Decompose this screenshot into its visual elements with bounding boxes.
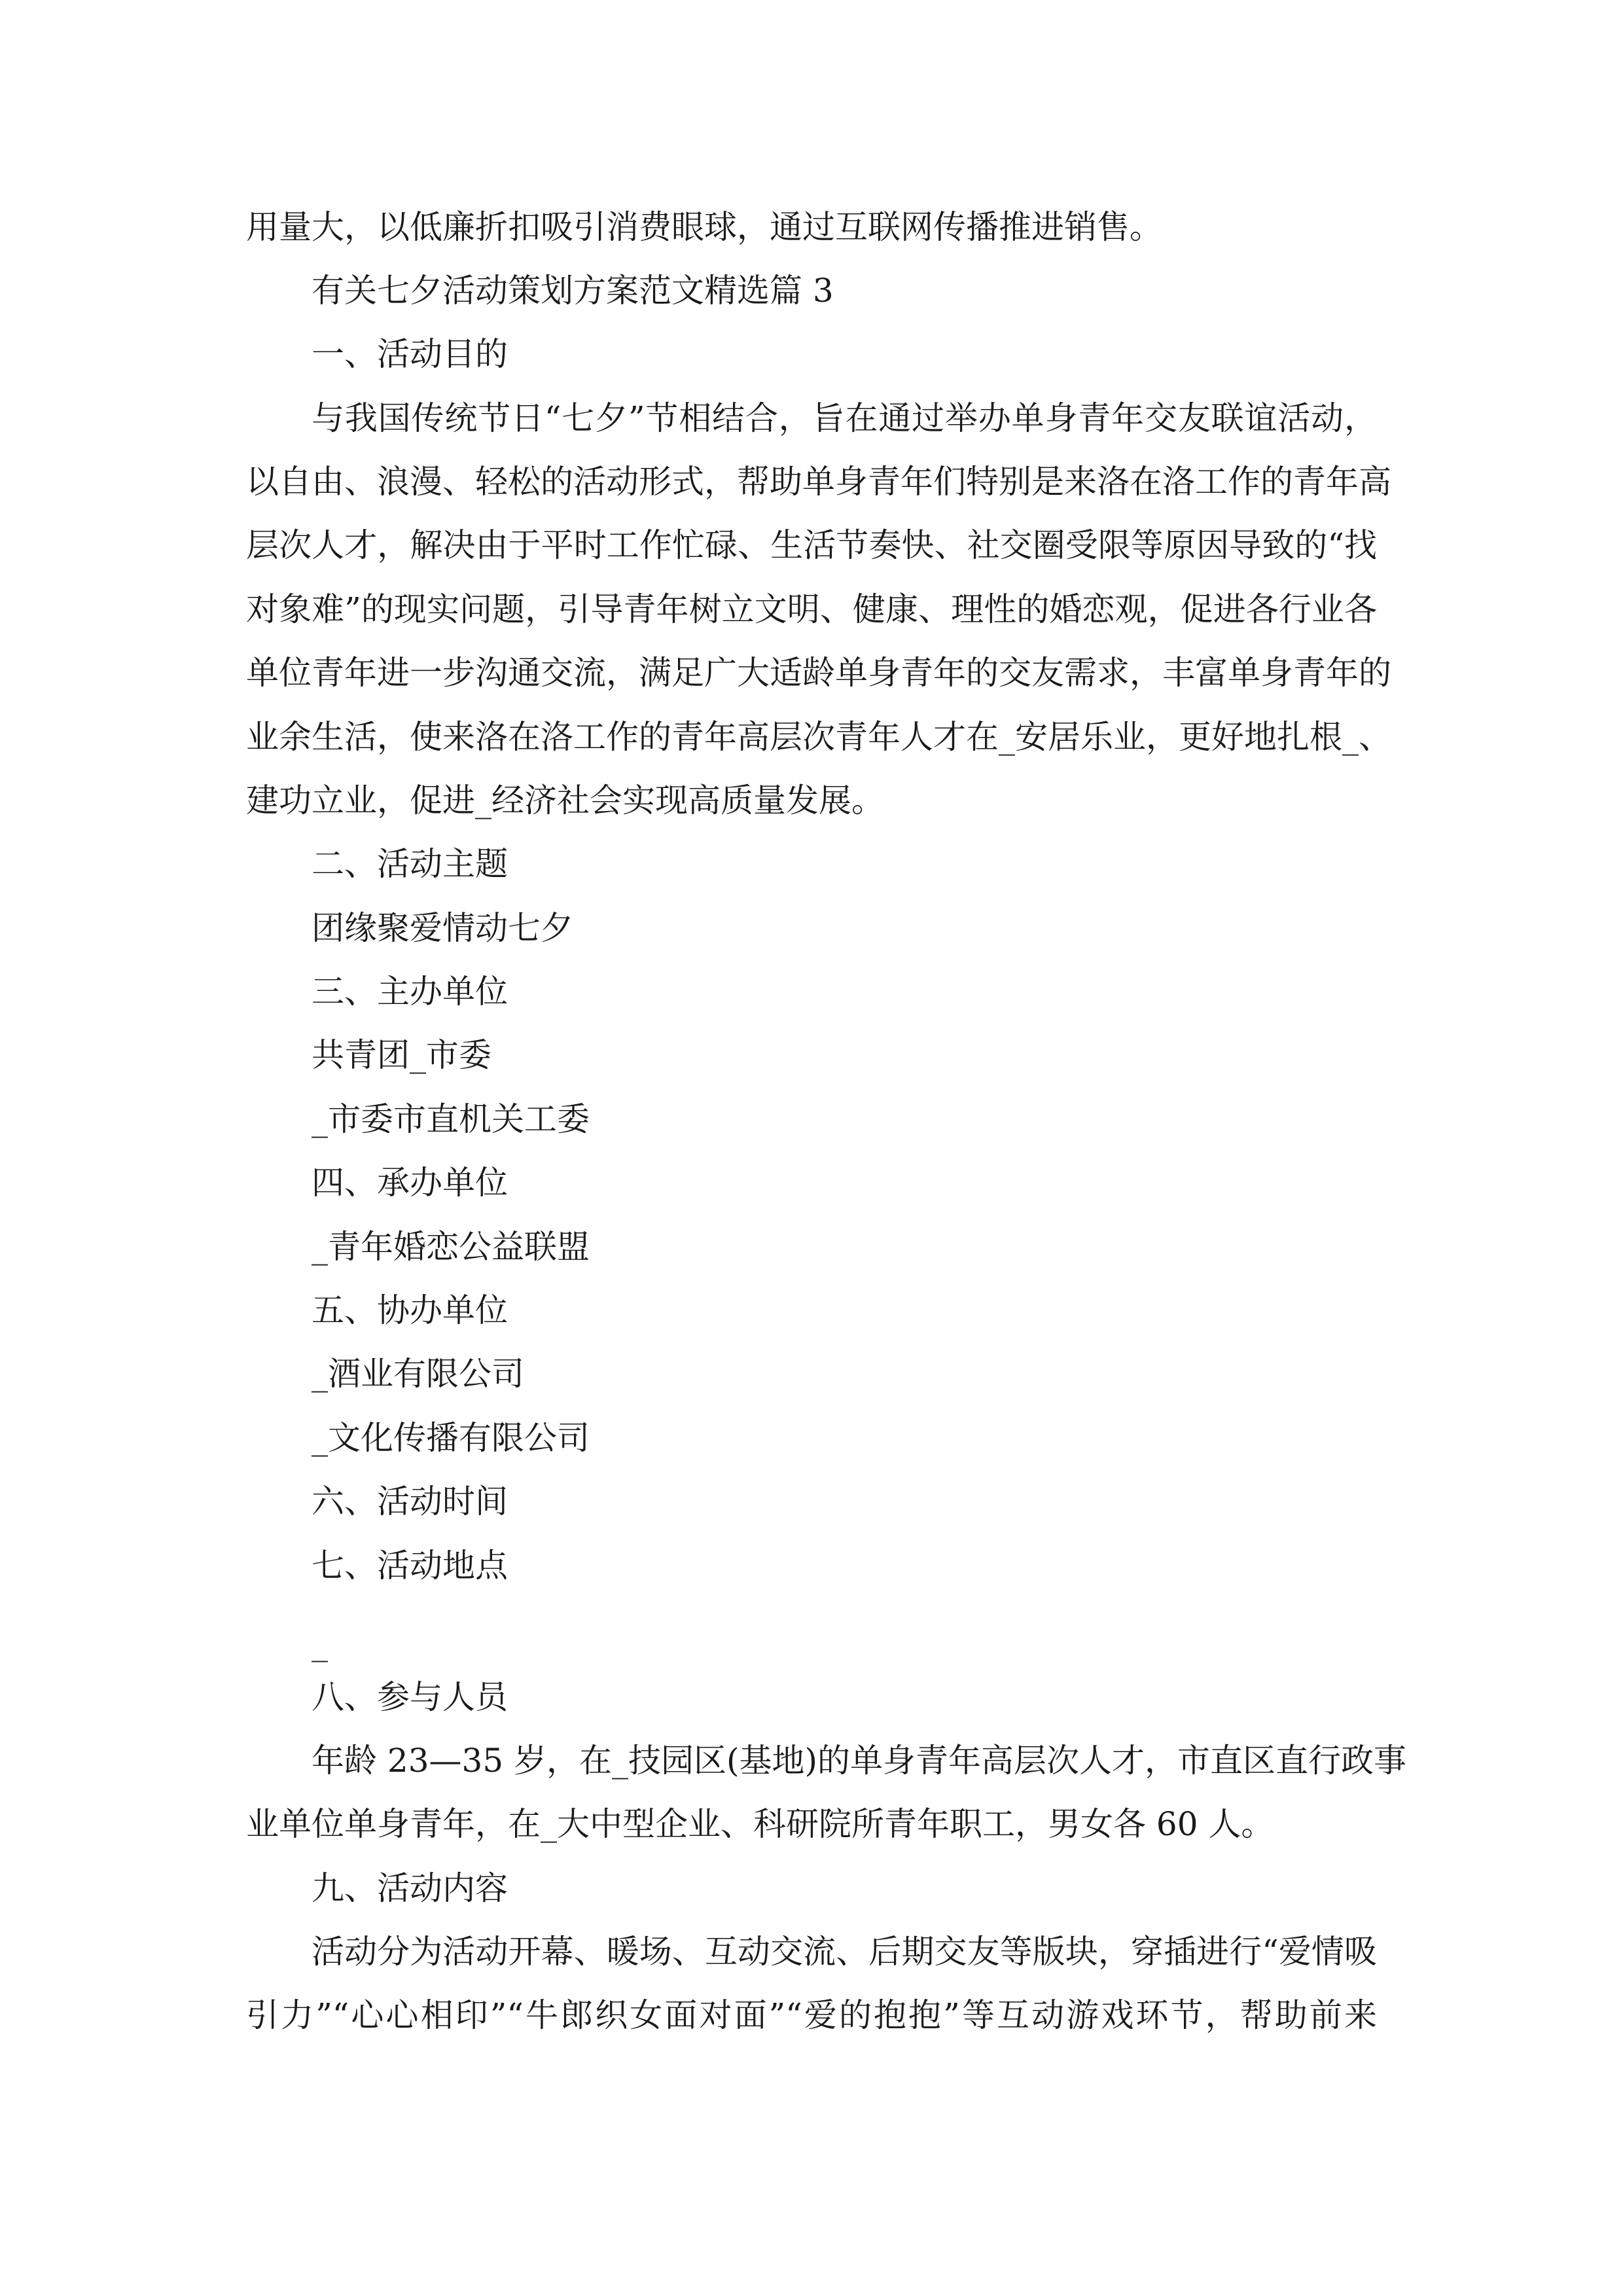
participants-text-line: 年龄 23—35 岁，在_技园区(基地)的单身青年高层次人才，市直区直行政事 [312, 1742, 1407, 1780]
purpose-text-line: 与我国传统节日“七夕”节相结合，旨在通过举办单身青年交友联谊活动， [312, 399, 1377, 437]
organizer-text: _市委市直机关工委 [312, 1100, 590, 1138]
theme-text: 团缘聚爱情动七夕 [312, 909, 573, 947]
heading-participants: 八、参与人员 [312, 1678, 508, 1716]
heading-organizer: 三、主办单位 [312, 973, 508, 1011]
section-title: 有关七夕活动策划方案范文精选篇 3 [312, 272, 834, 310]
purpose-text-line: 建功立业，促进_经济社会实现高质量发展。 [246, 781, 884, 819]
heading-activity-content: 九、活动内容 [312, 1869, 508, 1907]
participants-text-line: 业单位单身青年，在_大中型企业、科研院所青年职工，男女各 60 人。 [246, 1805, 1274, 1843]
location-blank: _ [312, 1624, 328, 1662]
purpose-text-line: 业余生活，使来洛在洛工作的青年高层次青年人才在_安居乐业，更好地扎根_、 [246, 718, 1391, 756]
heading-activity-purpose: 一、活动目的 [312, 335, 508, 373]
organizer-text: 共青团_市委 [312, 1036, 491, 1074]
heading-undertaker: 四、承办单位 [312, 1164, 508, 1202]
purpose-text-line: 对象难”的现实问题，引导青年树立文明、健康、理性的婚恋观，促进各行业各 [246, 590, 1377, 628]
purpose-text-line: 以自由、浪漫、轻松的活动形式，帮助单身青年们特别是来洛在洛工作的青年高 [246, 463, 1391, 501]
heading-activity-time: 六、活动时间 [312, 1482, 508, 1520]
text-line-intro: 用量大，以低廉折扣吸引消费眼球，通过互联网传播推进销售。 [246, 208, 1162, 246]
heading-activity-location: 七、活动地点 [312, 1547, 508, 1585]
purpose-text-line: 单位青年进一步沟通交流，满足广大适龄单身青年的交友需求，丰富单身青年的 [246, 654, 1391, 692]
content-text-line: 活动分为活动开幕、暖场、互动交流、后期交友等版块，穿插进行“爱情吸 [312, 1933, 1377, 1971]
purpose-text-line: 层次人才，解决由于平时工作忙碌、生活节奏快、社交圈受限等原因导致的“找 [246, 526, 1377, 564]
co-organizer-text: _酒业有限公司 [312, 1355, 524, 1393]
heading-co-organizer: 五、协办单位 [312, 1291, 508, 1329]
heading-activity-theme: 二、活动主题 [312, 845, 508, 883]
co-organizer-text: _文化传播有限公司 [312, 1419, 590, 1457]
undertaker-text: _青年婚恋公益联盟 [312, 1228, 590, 1266]
content-text-line: 引力”“心心相印”“牛郎织女面对面”“爱的抱抱”等互动游戏环节，帮助前来 [246, 1996, 1377, 2034]
